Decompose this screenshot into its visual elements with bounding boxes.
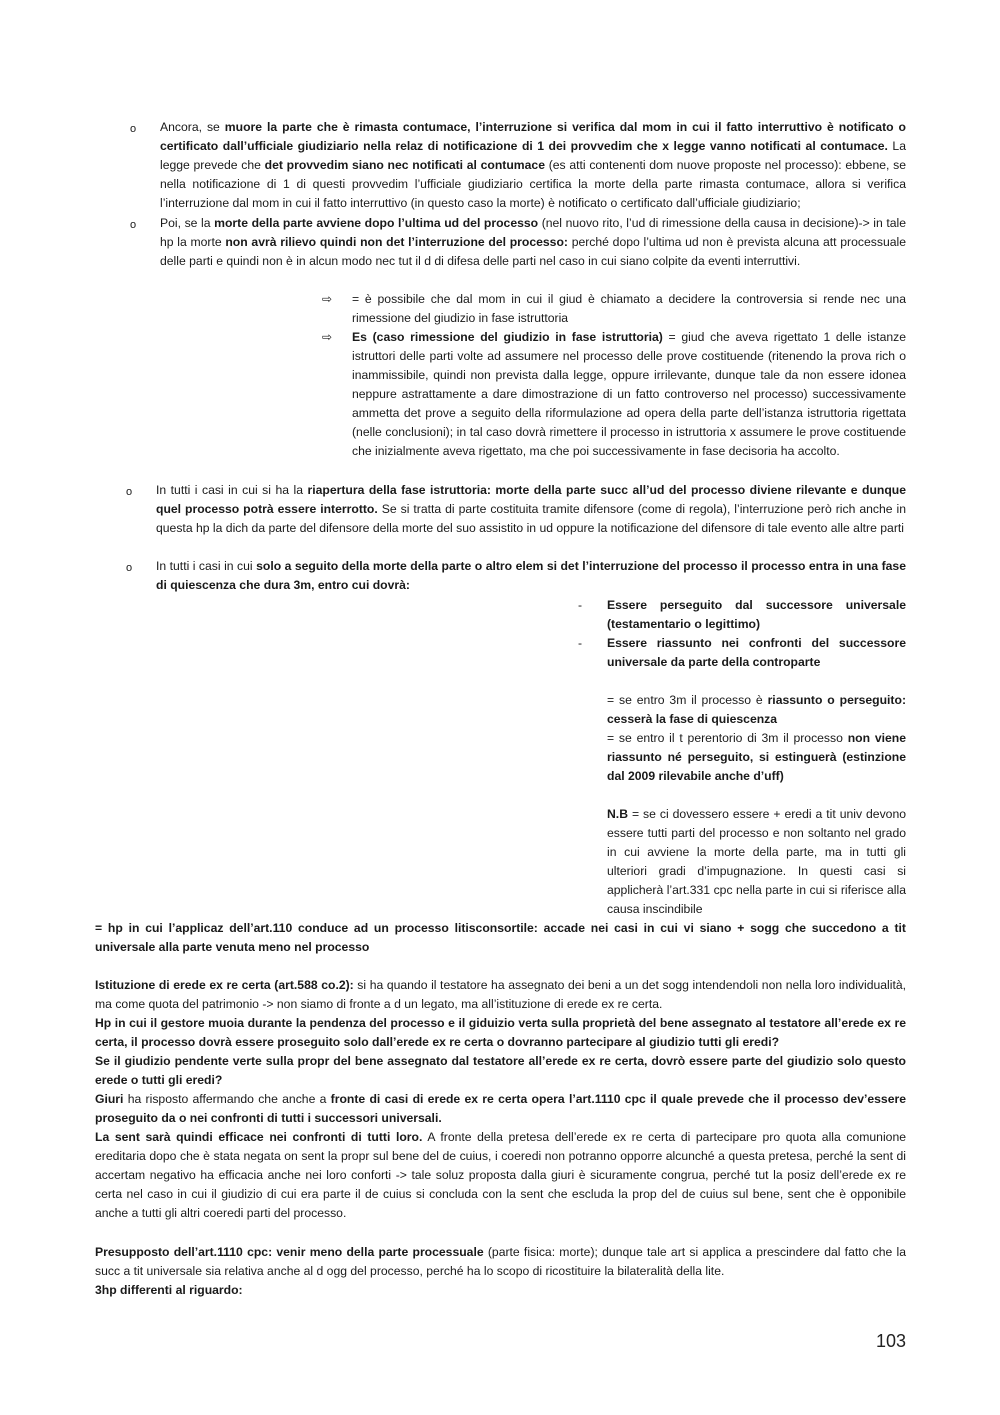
text-run: (es atti contenenti dom nuove proposte nel processo): ebbene, se nella notificazione di 1 di questi provvedim l’ufficiale giudiziario certifica la morte della parte rimasta contumace, allora si verifica l’interruzione dal mom in cui il fatto interruttivo (in questo caso la morte) è notificato o certificato dall’ufficiale giudiziario; — [160, 158, 906, 210]
paragraph — [95, 1052, 906, 1090]
paragraph — [352, 328, 906, 461]
bold-text-run: fronte di casi di erede ex re certa opera l’art.1110 cpc il quale prevede che il processo dev’essere proseguito da o nei confronti di tutti i successori universali. — [95, 1092, 906, 1125]
text-run: (parte fisica: morte); dunque tale art si applica a prescindere dal fatto che la succ a tit universale sia relativa anche al d ogg del processo, perché ha lo scopo di ricostituire la bilateralità della lite. — [95, 1245, 906, 1278]
bold-text-run: 3hp differenti al riguardo: — [95, 1283, 243, 1297]
bold-text-run: N.B — [607, 807, 628, 821]
bold-text-run: Se il giudizio pendente verte sulla propr del bene assegnato dal testatore all’erede ex re certa, dovrò essere parte del giudizio solo questo erede o tutti gli eredi? — [95, 1054, 906, 1087]
bold-text-run: riassunto o perseguito: cesserà la fase di quiescenza — [607, 693, 906, 726]
text-run: In tutti i casi in cui si ha la — [156, 483, 308, 497]
text-run: La legge prevede che — [160, 139, 906, 172]
paragraph — [607, 634, 906, 672]
text-run: si ha quando il testatore ha assegnato dei beni a un det sogg intendendoli non nella loro individualità, ma come quota del patrimonio -> non siamo di fronte a d un legato, ma all’istituzione di erede ex re certa. — [95, 978, 907, 1011]
arrow-icon: ⇨ — [322, 330, 333, 344]
paragraph — [160, 118, 906, 213]
text-run: perché dopo l’ultima ud non è prevista alcuna att processuale delle parti e quindi non è in alcun modo nec tut il d di difesa delle parti nel caso in cui siano colpite da eventi interruttivi. — [160, 235, 906, 268]
paragraph — [156, 481, 906, 538]
bullet-marker: o — [126, 562, 133, 574]
paragraph — [95, 1090, 906, 1128]
bold-text-run: Essere riassunto nei confronti del successore universale da parte della controparte — [607, 636, 906, 669]
bold-text-run: Essere perseguito dal successore universale (testamentario o legittimo) — [607, 598, 906, 631]
bold-text-run: muore la parte che è rimasta contumace, l’interruzione si verifica dal mom in cui il fatto interruttivo è notificato o certificato dall’ufficiale giudiziario nella relaz di notificazione di 1 dei provvedim che x legge vanno notificati al contumace. — [160, 120, 906, 153]
paragraph — [352, 290, 906, 328]
text-run: = se entro 3m il processo è — [607, 693, 768, 707]
text-run: ha risposto affermando che anche a — [123, 1092, 331, 1106]
arrow-icon: ⇨ — [322, 292, 333, 306]
bold-text-run: non avrà rilievo quindi non det l’interruzione del processo: — [225, 235, 568, 249]
paragraph — [95, 1128, 906, 1223]
bold-text-run: non viene riassunto né perseguito, si estinguerà (estinzione dal 2009 rilevabile anche d’uff) — [607, 731, 906, 783]
paragraph — [607, 596, 906, 634]
text-run: (nel nuovo rito, l’ud di rimessione della causa in decisione)-> in tale hp la morte — [160, 216, 906, 249]
paragraph — [607, 729, 906, 786]
bold-text-run: Presupposto dell’art.1110 cpc: venir meno della parte processuale — [95, 1245, 484, 1259]
text-run: Poi, se la — [160, 216, 215, 230]
bold-text-run: Giuri — [95, 1092, 124, 1106]
paragraph — [95, 1014, 906, 1052]
bold-text-run: Hp in cui il gestore muoia durante la pendenza del processo e il giduizio verta sulla proprietà del bene assegnato al testatore all’erede ex re certa, il processo dovrà essere proseguito solo dall’erede ex re certa o dovranno partecipare al giudizio tutti gli eredi? — [95, 1016, 906, 1049]
bold-text-run: riapertura della fase istruttoria: morte della parte succ all’ud del processo diviene rilevante e dunque quel processo potrà essere interrotto. — [156, 483, 906, 516]
paragraph — [607, 691, 906, 729]
text-run: = è possibile che dal mom in cui il giud è chiamato a decidere la controversia si rende nec una rimessione del giudizio in fase istruttoria — [352, 292, 906, 325]
bold-text-run: morte della parte avviene dopo l’ultima ud del processo — [214, 216, 539, 230]
paragraph — [95, 1281, 906, 1300]
text-run: Ancora, se — [160, 120, 225, 134]
text-run: = giud che aveva rigettato 1 delle istanze istruttori delle parti volte ad assumere nel processo delle prove costituende (ritenendo la prova rich o inammissibile, quindi non prevista dalla legge, oppure irrilevante, dunque tale da non essere idonea neppure astrattamente a dare dimostrazione di un fatto controverso nel processo) successivamente ammetta det prove a seguito della riformulazione ad opera della parte dell’istanza istruttoria rigettata (nelle conclusioni); in tal caso dovrà rimettere il processo in istruttoria x assumere le prove costituende che inizialmente aveva rigettato, ma che poi successivamente in fase decisoria ha accolto. — [352, 330, 906, 458]
text-run: In tutti i casi in cui — [156, 559, 257, 573]
bullet-marker: o — [126, 486, 133, 498]
paragraph — [156, 557, 906, 595]
dash-marker: - — [578, 598, 583, 612]
bold-text-run: Istituzione di erede ex re certa (art.588 co.2): — [95, 978, 354, 992]
paragraph — [95, 976, 906, 1014]
paragraph — [160, 214, 906, 271]
bold-text-run: Es (caso rimessione del giudizio in fase istruttoria) — [352, 330, 663, 344]
bold-text-run: det provvedim siano nec notificati al contumace — [264, 158, 545, 172]
bullet-marker: o — [130, 123, 137, 135]
page-number: 103 — [875, 1331, 906, 1351]
bold-text-run: = hp in cui l’applicaz dell’art.110 conduce ad un processo litisconsortile: accade nei casi in cui vi siano + sogg che succedono a tit universale alla parte venuta meno nel processo — [95, 921, 906, 954]
paragraph — [607, 805, 906, 919]
text-run: = se entro il t perentorio di 3m il processo — [607, 731, 848, 745]
text-run: Se si tratta di parte costituita tramite difensore (come di regola), l’interruzione però rich anche in questa hp la dich da parte del difensore della morte del suo assistito in ud oppure la notificazione del difensore di tale evento alle altre parti — [156, 502, 906, 535]
dash-marker: - — [578, 636, 583, 650]
text-run: A fronte della pretesa dell’erede ex re certa di partecipare pro quota alla comunione ereditaria dopo che è stata negata on sent la propr sul bene del de cuius, i coeredi non potranno opporre alcunché a questa pretesa, perché la sent di accertam negativo ha efficacia anche nei loro conforti -> tale soluz proposta dalla giuri è sicuramente congrua, perché tut la posiz dell’erede ex re certa nel caso in cui il giudizio di cui era parte il de cuius si concluda con la sent che escluda la prop del de cuius sul bene, sent che è opponibile anche a tutti gli altri coeredi parti del processo. — [95, 1130, 906, 1220]
bold-text-run: solo a seguito della morte della parte o altro elem si det l’interruzione del processo il processo entra in una fase di quiescenza che dura 3m, entro cui dovrà: — [156, 559, 906, 592]
bold-text-run: La sent sarà quindi efficace nei confronti di tutti loro. — [95, 1130, 423, 1144]
bullet-marker: o — [130, 219, 137, 231]
paragraph — [95, 919, 906, 957]
paragraph — [95, 1243, 906, 1281]
text-run: = se ci dovessero essere + eredi a tit univ devono essere tutti parti del processo e non soltanto nel grado in cui avviene la morte della parte, ma in tutti gli ulteriori gradi d’impugnazione. In questi casi si applicherà l’art.331 cpc nella parte in cui si riferisce alla causa inscindibile — [607, 807, 906, 916]
